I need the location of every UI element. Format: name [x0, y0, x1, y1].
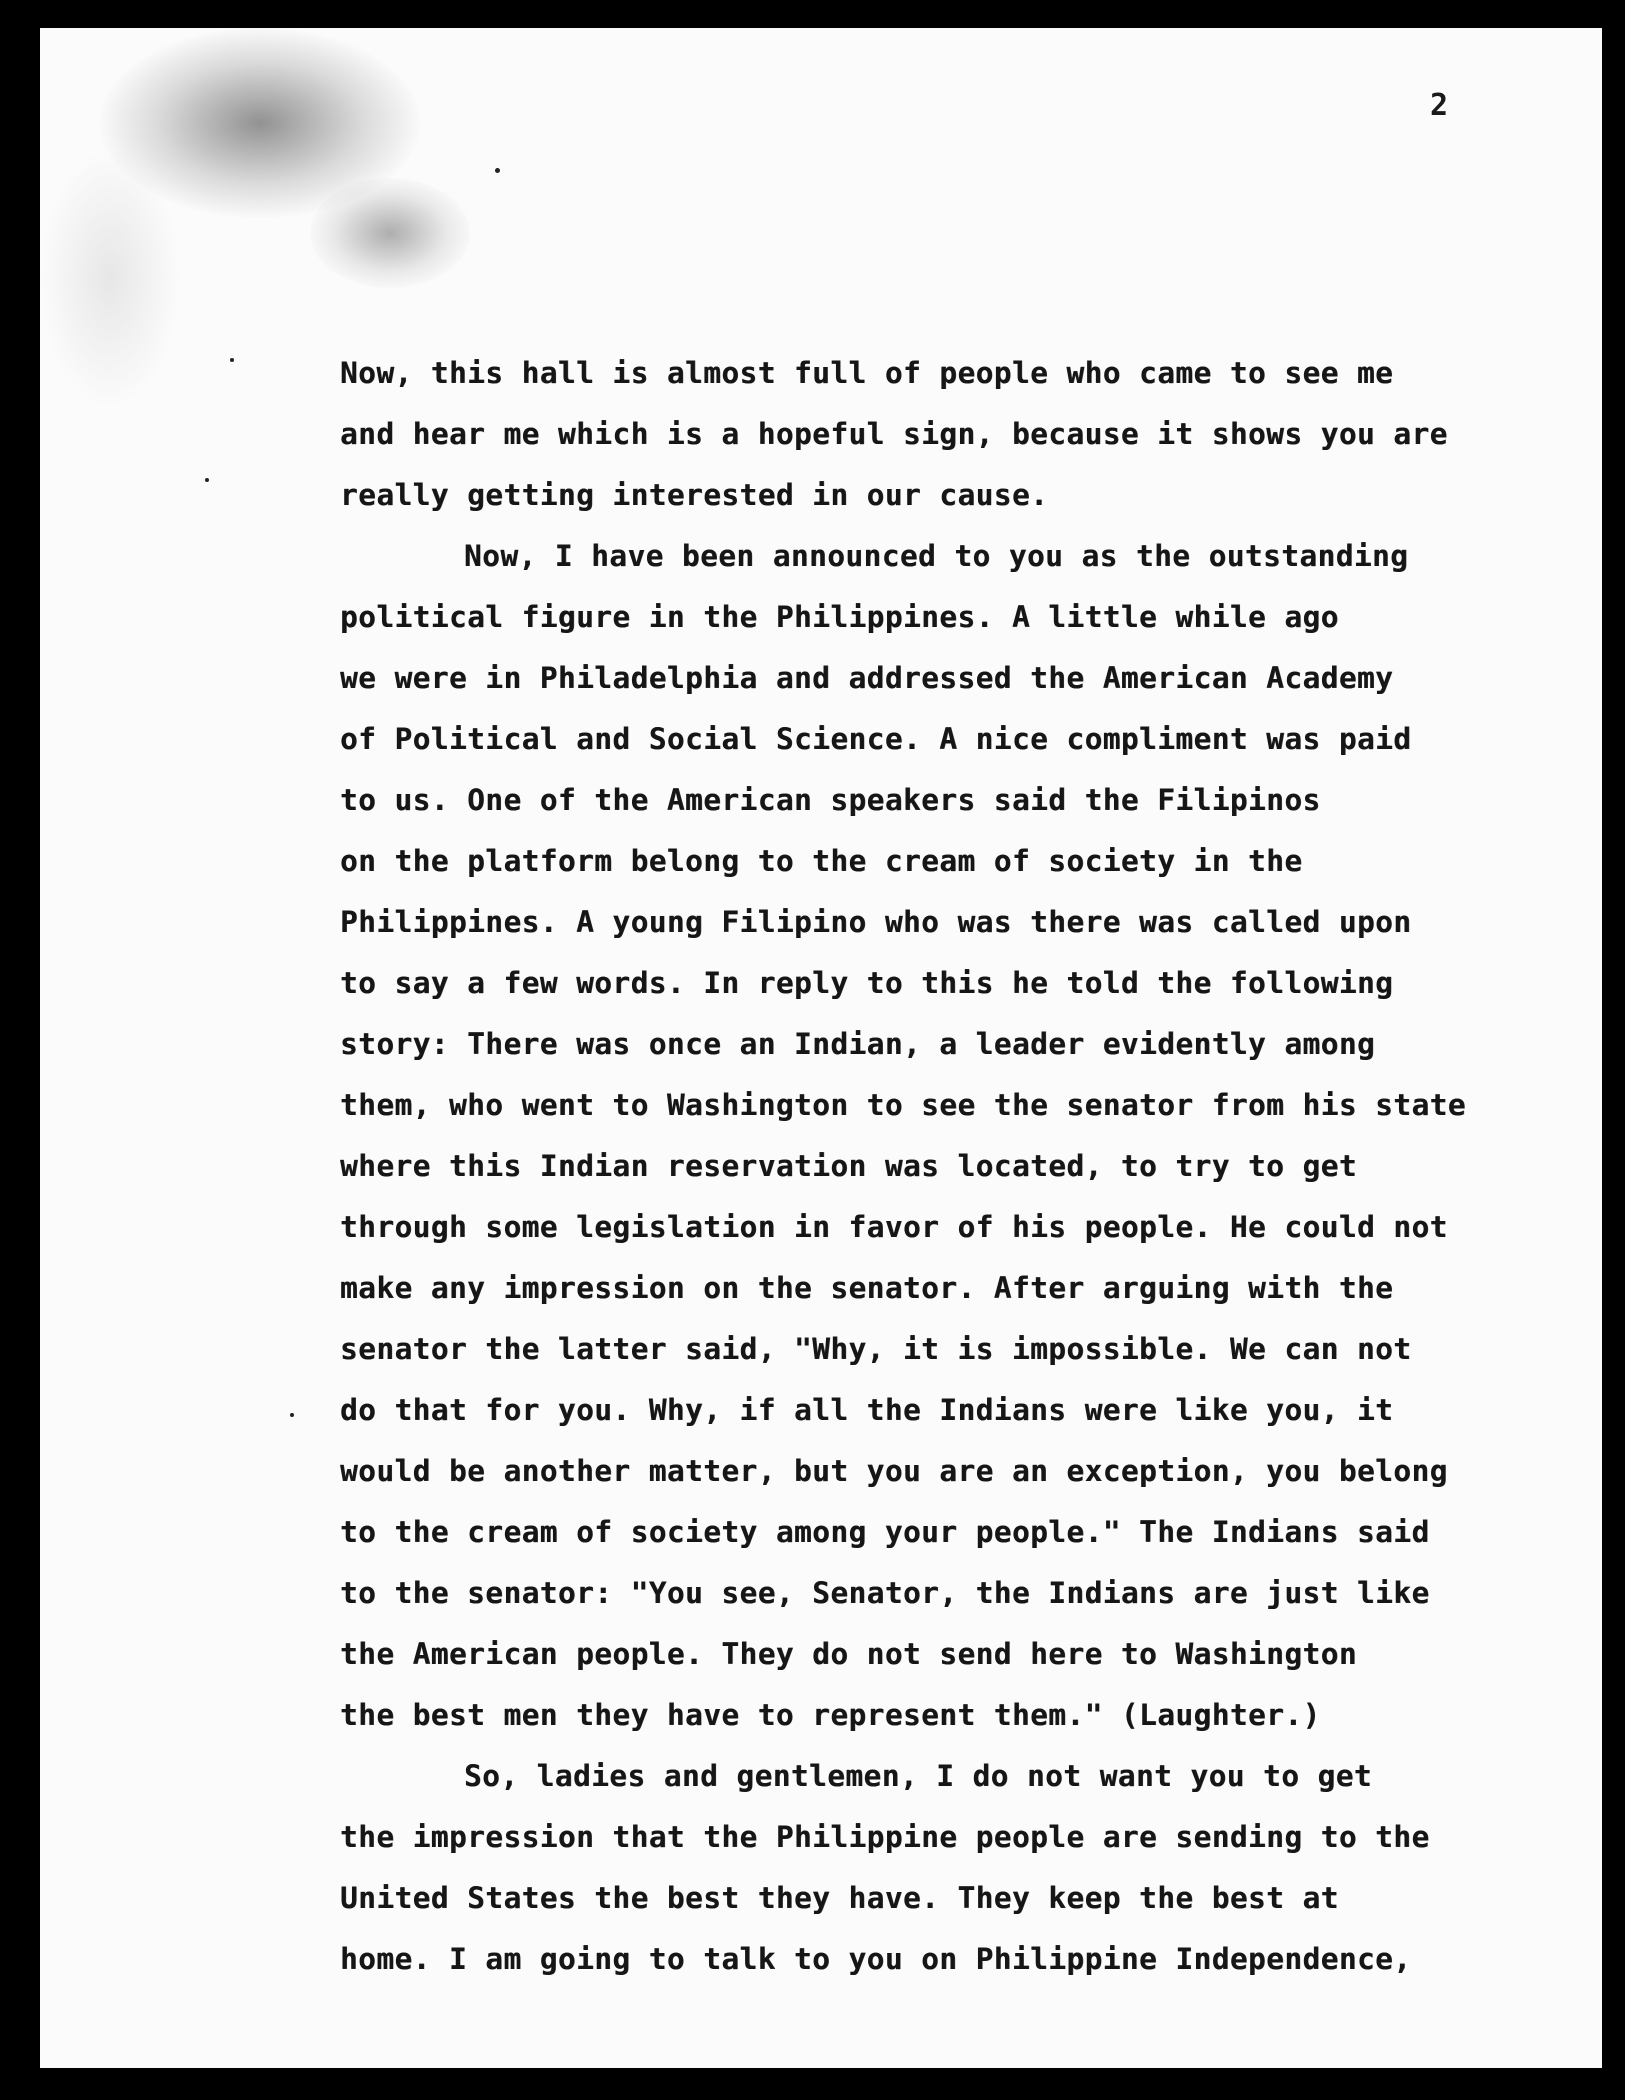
text-line: them, who went to Washington to see the senator from his state [340, 1088, 1466, 1122]
text-line: to the senator: "You see, Senator, the Indians are just like [340, 1576, 1430, 1610]
text-line: political figure in the Philippines. A little while ago [340, 600, 1339, 634]
text-line: United States the best they have. They keep the best at [340, 1881, 1339, 1915]
text-line: where this Indian reservation was located, to try to get [340, 1149, 1357, 1183]
page-number: 2 [1430, 88, 1449, 123]
text-line: story: There was once an Indian, a leader evidently among [340, 1027, 1376, 1061]
text-line: make any impression on the senator. After arguing with the [340, 1271, 1394, 1305]
text-line: and hear me which is a hopeful sign, because it shows you are [340, 417, 1448, 451]
ink-speck [495, 168, 500, 173]
text-line: on the platform belong to the cream of society in the [340, 844, 1303, 878]
text-line: would be another matter, but you are an exception, you belong [340, 1454, 1448, 1488]
text-line: home. I am going to talk to you on Philippine Independence, [340, 1942, 1412, 1976]
text-line: Now, this hall is almost full of people who came to see me [340, 356, 1394, 390]
text-line: the impression that the Philippine people are sending to the [340, 1820, 1430, 1854]
text-line: Philippines. A young Filipino who was there was called upon [340, 905, 1412, 939]
body-text [340, 343, 1580, 1990]
text-line: through some legislation in favor of his people. He could not [340, 1210, 1448, 1244]
text-line: we were in Philadelphia and addressed the American Academy [340, 661, 1394, 695]
text-line: senator the latter said, "Why, it is impossible. We can not [340, 1332, 1412, 1366]
ink-speck [205, 478, 209, 482]
text-line: the best men they have to represent them." (Laughter.) [340, 1698, 1321, 1732]
ink-smudge [40, 148, 180, 408]
text-line: really getting interested in our cause. [340, 478, 1049, 512]
text-line: the American people. They do not send here to Washington [340, 1637, 1357, 1671]
document-page [40, 28, 1602, 2068]
ink-speck [230, 358, 234, 362]
text-line: of Political and Social Science. A nice compliment was paid [340, 722, 1412, 756]
text-line: to say a few words. In reply to this he told the following [340, 966, 1394, 1000]
ink-smudge [100, 28, 420, 218]
ink-speck [290, 1413, 294, 1417]
text-line: So, ladies and gentlemen, I do not want you to get [464, 1759, 1373, 1793]
text-line: do that for you. Why, if all the Indians were like you, it [340, 1393, 1394, 1427]
text-line: to us. One of the American speakers said the Filipinos [340, 783, 1321, 817]
ink-smudge [310, 178, 470, 288]
text-line: Now, I have been announced to you as the outstanding [464, 539, 1409, 573]
text-line: to the cream of society among your people." The Indians said [340, 1515, 1430, 1549]
